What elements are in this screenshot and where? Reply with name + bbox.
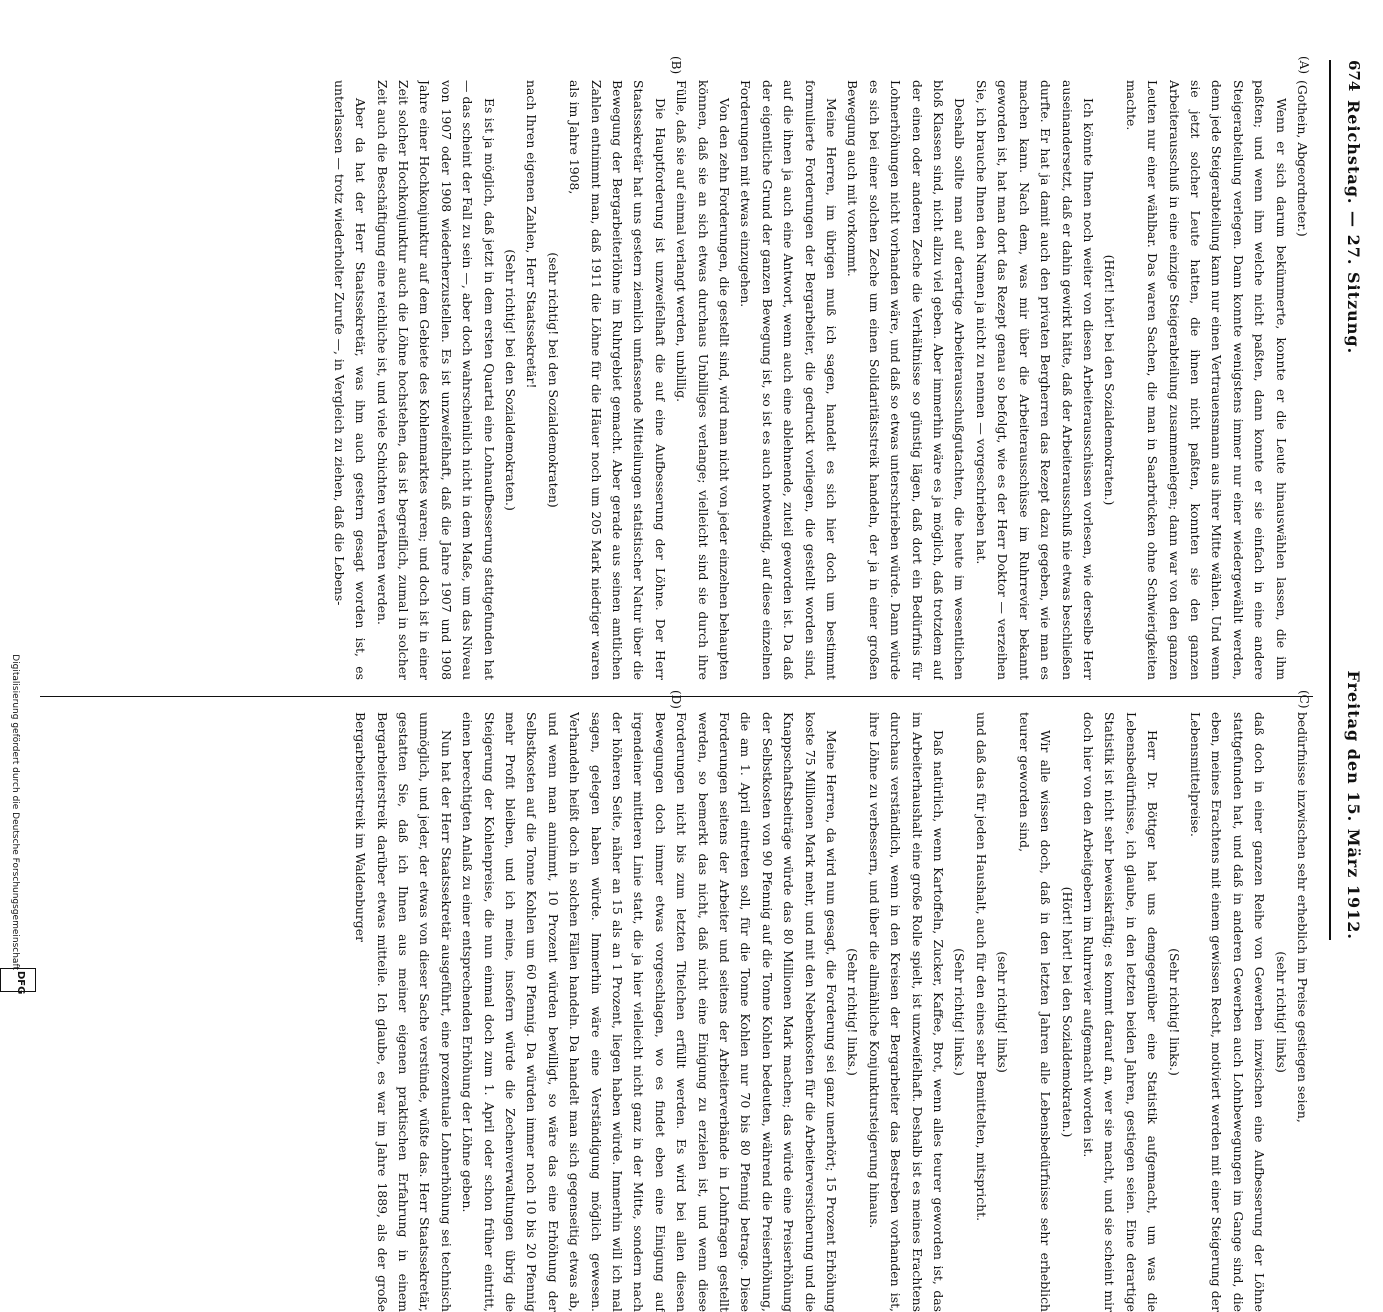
page-number: 674 — [1345, 60, 1363, 92]
paragraph: Deshalb sollte man auf derartige Arbeiterausschußgutachten, die heute im wesentlichen bloß Klassen sind, nicht allzu viel geben. Aber immerhin wäre es ja möglich, daß trotzdem auf der einen oder anderen Zeche die Verhältnisse so günstig lägen, daß dort ein Bedürfnis für Lohnerhöhungen nicht vorhanden wäre, und daß so etwas unterschrieben würde. Dann würde es sich bei einer solchen Zeche um einen Solidaritätsstreik handeln, der ja in einer großen Bewegung auch mit vorkommt. — [845, 80, 968, 680]
text-column-right — [63, 712, 1313, 1312]
paragraph: Aber da hat der Herr Staatssekretär, was ihm auch gestern gesagt worden ist, es unterlassen — trotz wiederholter Zurufe —, in Vergleich zu ziehen, daß die Lebens- — [331, 80, 369, 680]
interjection: (sehr richtig! bei den Sozialdemokraten) — [545, 252, 561, 508]
interjection: (Sehr richtig! links.) — [1166, 948, 1182, 1076]
margin-letter-c: (C) — [1297, 690, 1311, 709]
interjection: (sehr richtig! links) — [995, 951, 1011, 1073]
header-rule — [1329, 60, 1331, 940]
paragraph: Meine Herren, da wird nun gesagt, die Forderung sei ganz unerhört; 15 Prozent Erhöhung koste 75 Millionen Mark mehr, und mit den Nebenkosten für die Arbeiterversicherung und die Knappschaftsbeiträge würde das 80 Millionen Mark machen; das würde eine Preiserhöhung der Selbstkosten von 90 Pfennig auf die Tonne Kohlen bedeuten, während die Preiserhöhung, die am 1. April eintreten soll, für die Tonne Kohlen nur 70 bis 80 Pfennig betrage. Diese Forderungen seitens der Arbeiter und seitens der Arbeiterverbände in Lohnfragen gestellt werden, so bemerkt das nicht, daß nicht eine Einigung zu erzielen ist, und wenn diese Forderungen nicht bis zum letzten Titelchen erfüllt werden. Es wird bei allen diesen Bewegungen doch immer etwas vorgeschlagen, wo es findet eben eine Einigung auf irgendeiner mittleren Linie statt, die ja hier vielleicht nicht ganz in der Mitte, sondern nach der höheren Seite, näher an 15 als an 1 Prozent, liegen haben würde. Immerhin will ich mal sagen, gelegen haben würde. Immerhin wäre eine Verständigung möglich gewesen. Verhandeln heißt doch in solchen Fällen handeln. Da handelt man sich gegenseitig etwas ab, und wenn man annimmt, 10 Prozent würden bewilligt, so wäre das eine Erhöhung der Selbstkosten auf die Tonne Kohlen um 60 Pfennig. Da würden immer noch 10 bis 20 Pfennig mehr Profit bleiben, und ich meine, insofern würde die Zechenverwaltungen übrig die Steigerung der Kohlenpreise, die nun einmal doch zum 1. April oder schon früher eintritt, einen berechtigten Anlaß zu einer entsprechenden Erhöhung der Löhne geben. — [460, 712, 840, 1312]
interjection: (Sehr richtig! links.) — [845, 948, 861, 1076]
paragraph: Daß natürlich, wenn Kartoffeln, Zucker, Kaffee, Brot, wenn alles teurer geworden ist, das im Arbeiterhaushalt eine große Rolle spielt, ist unzweifelhaft. Deshalb ist es meines Erachtens durchaus verständlich, wenn in den Kreisen der Bergarbeiter das Bestreben vorhanden ist, ihre Löhne zu verbessern, und über die allmähliche Konjunktursteigerung hinaus. — [866, 712, 947, 1312]
dfg-logo — [0, 968, 36, 995]
paragraph: bedürfnisse inzwischen sehr erheblich im Preise gestiegen seien, — [1295, 712, 1310, 1123]
paragraph: Ich könnte Ihnen noch weiter von diesen Arbeiterausschüssen vorlesen, wie derselbe Herr auseinandersetzt, daß er dahin gewirkt hätte, daß der Arbeiterausschuß nie etwas beschließen durfte. Er hat ja damit auch den privaten Bergherren das Rezept dazu gegeben, wie man es machen kann. Nach dem, was mir über die Arbeiterausschüsse im Ruhrrevier bekannt geworden ist, hat man dort das Rezept genau so befolgt, wie es der Herr Doktor — verzeihen Sie, ich brauche Ihnen den Namen ja nicht zu nennen — vorgeschrieben hat. — [973, 80, 1096, 680]
margin-letter-b: (B) — [669, 56, 683, 75]
interjection: (Hört! hört! bei den Sozialdemokraten.) — [1102, 254, 1118, 506]
paragraph: Von den zehn Forderungen, die gestellt sind, wird man nicht von jeder einzelnen behaupten können, daß sie an sich etwas durchaus Unbilliges verlange; vielleicht sind sie durch ihre Fülle, daß sie auf einmal verlangt werden, unbillig. — [674, 80, 733, 680]
paragraph: Herr Dr. Böttger hat uns demgegenüber eine Statistik aufgemacht, um was die Lebensbedürfnisse, ich glaube, in den letzten beiden Jahren, gestiegen seien. Eine derartige Statistik ist nicht sehr beweiskräftig; es kommt darauf an, wer sie macht, und sie scheint mir doch hier von den Arbeitgebern im Ruhrrevier aufgemacht worden ist. — [1080, 712, 1161, 1312]
margin-letter-a: (A) — [1297, 56, 1311, 75]
paragraph: daß doch in einer ganzen Reihe von Gewerben inzwischen eine Aufbesserung der Löhne stattgefunden hat, und daß in anderen Gewerben auch Lohnbewegungen im Gange sind, die eben, meines Erachtens mit einem gewissen Recht, motiviert werden mit einer Steigerung der Lebensmittelpreise. — [1187, 712, 1268, 1312]
paragraph: Nun hat der Herr Staatssekretär ausgeführt, eine prozentuale Lohnerhöhung sei technisch unmöglich, und jeder, der etwas von dieser Sache verstünde, wüßte das. Herr Staatssekretär, gestatten Sie, daß ich Ihnen aus meiner eigenen praktischen Erfahrung in einem Bergarbeiterstreik darüber etwas mitteile. Ich glaube, es war im Jahre 1889, als der große Bergarbeiterstreik im Waldenburger — [353, 712, 454, 1312]
margin-letter-d: (D) — [669, 690, 683, 709]
paragraph: nach Ihren eigenen Zahlen, Herr Staatssekretär! — [524, 80, 540, 389]
header-left-title: Reichstag. — 27. Sitzung. — [1344, 100, 1363, 355]
text-column-left — [63, 80, 1313, 680]
interjection: (Sehr richtig! bei den Sozialdemokraten.) — [502, 249, 518, 511]
dfg-logo-text: DFG — [15, 971, 26, 995]
speaker-label: (Gothein, Abgeordneter.) — [1295, 80, 1310, 237]
interjection: (sehr richtig! links) — [1273, 951, 1289, 1073]
column-divider — [40, 696, 1313, 697]
paragraph: Meine Herren, im übrigen muß ich sagen, handelt es sich hier doch um bestimmt formulierte Forderungen der Bergarbeiter, die gedruckt vorliegen, die gestellt worden sind, auf die ihnen ja auch eine Antwort, wenn auch eine ablehnende, zuteil geworden ist. Da daß der eigentliche Grund der ganzen Bewegung ist, so ist es auch notwendig, auf diese einzelnen Forderungen mit etwas einzugehen. — [738, 80, 840, 680]
paragraph: Wir alle wissen doch, daß in den letzten Jahren alle Lebensbedürfnisse sehr erheblich teurer geworden sind, — [1016, 712, 1054, 1312]
paragraph: Wenn er sich darum bekümmerte, konnte er die Leute hinauswählen lassen, die ihm paßten; und wenn ihm welche nicht paßten, dann konnte er sie einfach in eine andere Steigerabteilung verlegen. Dann konnte wenigstens immer nur einer wiedergewählt werden, denn jede Steigerabteilung kann nur einen Vertrauensmann aus ihrer Mitte wählen. Und wenn sie jetzt solcher Leute hatten, die ihnen nicht paßten, konnten sie den ganzen Arbeiterausschuß in eine einzige Steigerabteilung zusammenlegen; dann war von den ganzen Leuten nur einer wählbar. Das waren Sachen, die man in Saarbrücken ohne Schwierigkeiten machte. — [1123, 80, 1289, 680]
paragraph: und daß das für jeden Haushalt, auch für den eines sehr Bemittelten, mitspricht. — [973, 712, 989, 1222]
digitization-note: Digitalisierung gefördert durch die Deutsche Forschungsgemeinschaft — [10, 654, 20, 970]
paragraph: Die Hauptforderung ist unzweifelhaft die auf eine Aufbesserung der Löhne. Der Herr Staatssekretär hat uns gestern ziemlich umfassende Mitteilungen statistischer Natur über die Bewegung der Bergarbeiterlöhne im Ruhrgebiet gemacht. Aber gerade aus seinen amtlichen Zahlen entnimmt man, daß 1911 die Löhne für die Häuer noch um 205 Mark niedriger waren als im Jahre 1908, — [567, 80, 668, 680]
paragraph: Es ist ja möglich, daß jetzt in dem ersten Quartal eine Lohnaufbesserung stattgefunden hat — das scheint der Fall zu sein —, aber doch wahrscheinlich nicht in dem Maße, um das Niveau von 1907 oder 1908 wiederherzustellen. Es ist unzweifelhaft, daß die Jahre 1907 und 1908 Jahre einer Hochkonjunktur auf dem Gebiete des Kohlenmarktes waren; und doch ist in einer Zeit solcher Hochkonjunktur auch die Löhne hochstehen, das ist begreiflich, zumal in solcher Zeit auch die Beschäftigung eine reichliche ist, und viele Schichten verfahren werden. — [374, 80, 497, 680]
header-right-title: Freitag den 15. März 1912. — [1344, 670, 1363, 940]
interjection: (Hört! hört! bei den Sozialdemokraten.) — [1059, 886, 1075, 1138]
interjection: (Sehr richtig! links.) — [952, 948, 968, 1076]
